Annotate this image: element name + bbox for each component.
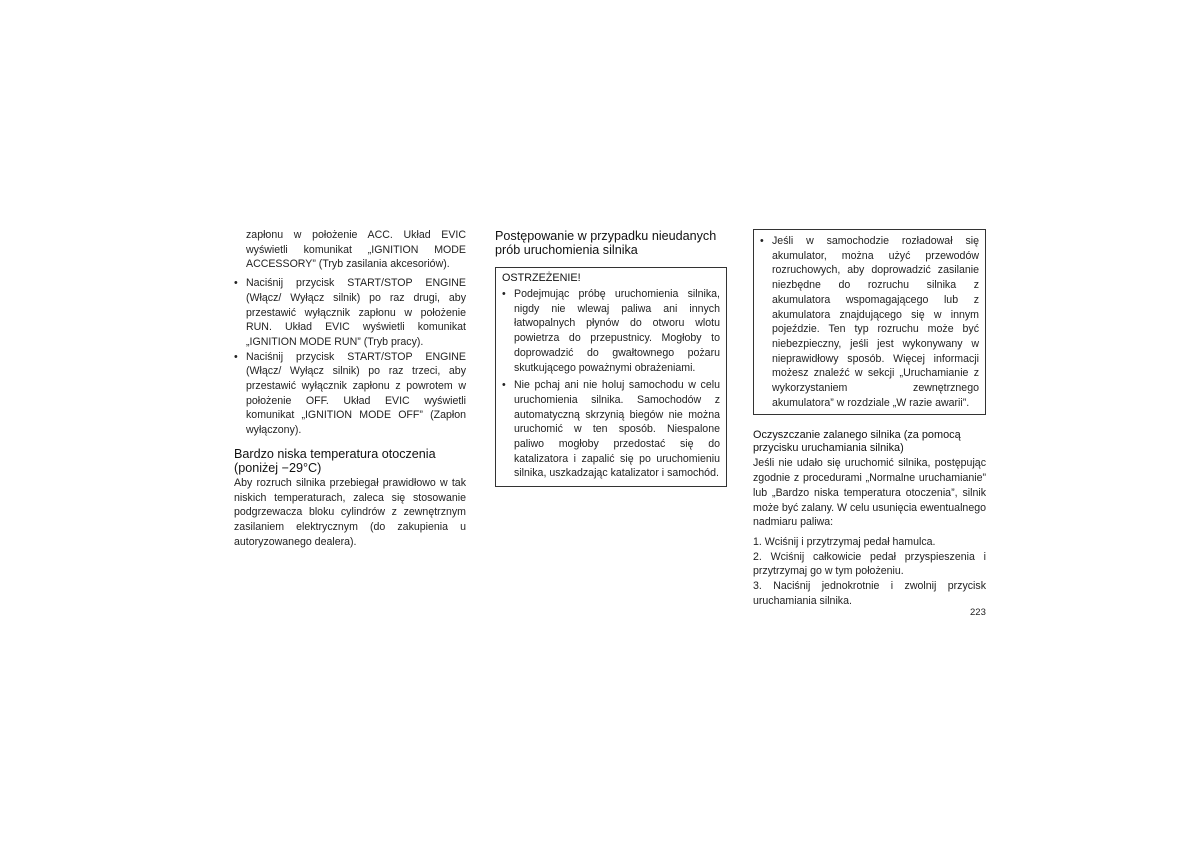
list-item: • Naciśnij przycisk START/STOP ENGINE (Włącz/ Wyłącz silnik) po raz drugi, aby przestawić wyłącznik zapłonu w położenie RUN. Układ EVIC wyświetli komunikat „IGNITION MODE RUN” (Tryb pracy). [234,276,466,350]
step-item: 1. Wciśnij i przytrzymaj pedał hamulca. [753,535,936,548]
section-heading: Postępowanie w przypadku nieudanych prób uruchomienia silnika [495,229,717,257]
paragraph: Jeśli nie udało się uruchomić silnika, postępując zgodnie z procedurami „Normalne uruchamianie” lub „Bardzo niska temperatura otoczenia”, silnik może być zalany. W celu usunięcia ewentualnego nadmiaru paliwa: [753,457,986,529]
warning-item: • Podejmując próbę uruchomienia silnika, nigdy nie wlewaj paliwa ani innych łatwopalnych płynów do otworu wlotu powietrza do przepustnicy. Mogłoby to doprowadzić do gwałtownego pożaru skutkującego poważnymi obrażeniami. [502,287,720,375]
section-heading: Bardzo niska temperatura otoczenia (poniżej −29°C) [234,446,436,475]
list-item: • Naciśnij przycisk START/STOP ENGINE (Włącz/ Wyłącz silnik) po raz trzeci, aby przestawić wyłącznik zapłonu z powrotem w położenie OFF. Układ EVIC wyświetli komunikat „IGNITION MODE OFF” (Zapłon wyłączony). [234,350,466,438]
info-box [753,229,986,415]
column-middle [495,229,727,487]
step-item: 2. Wciśnij całkowicie pedał przyspieszenia i przytrzymaj go w tym położeniu. [753,550,986,578]
paragraph: Aby rozruch silnika przebiegał prawidłowo w tak niskich temperaturach, zaleca się stosowanie podgrzewacza bloku cylindrów z zewnętrznym zasilaniem elektrycznym (do zakupienia u autoryzowanego dealera). [234,476,466,548]
page-number: 223 [970,607,986,618]
column-right [753,229,986,608]
column-left [234,228,466,549]
warning-box [495,267,727,487]
step-item: 3. Naciśnij jednokrotnie i zwolnij przycisk uruchamiania silnika. [753,580,986,607]
list-item: • Jeśli w samochodzie rozładował się akumulator, można użyć przewodów rozruchowych, aby doprowadzić zasilanie niezbędne do rozruchu silnika z akumulatora wspomagającego lub z akumulatora znajdującego się w innym pojeździe. Ten typ rozruchu może być niebezpieczny, jeśli jest wykonywany w nieprawidłowy sposób. Więcej informacji możesz znaleźć w sekcji „Uruchamianie z wykorzystaniem zewnętrznego akumulatora” w rozdziale „W razie awarii”. [760,234,979,410]
intro-text: zapłonu w położenie ACC. Układ EVIC wyświetli komunikat „IGNITION MODE ACCESSORY” (Tryb zasilania akcesoriów). [246,229,466,271]
warning-title: OSTRZEŻENIE! [502,272,581,284]
section-heading: Oczyszczanie zalanego silnika (za pomocą przycisku uruchamiania silnika) [753,429,961,455]
warning-item: • Nie pchaj ani nie holuj samochodu w celu uruchomienia silnika. Samochodów z automatyczną skrzynią biegów nie można uruchomić w ten sposób. Niespalone paliwo mogłoby przedostać się do katalizatora i zapalić się po uruchomieniu silnika, uszkadzając katalizator i samochód. [502,378,720,481]
